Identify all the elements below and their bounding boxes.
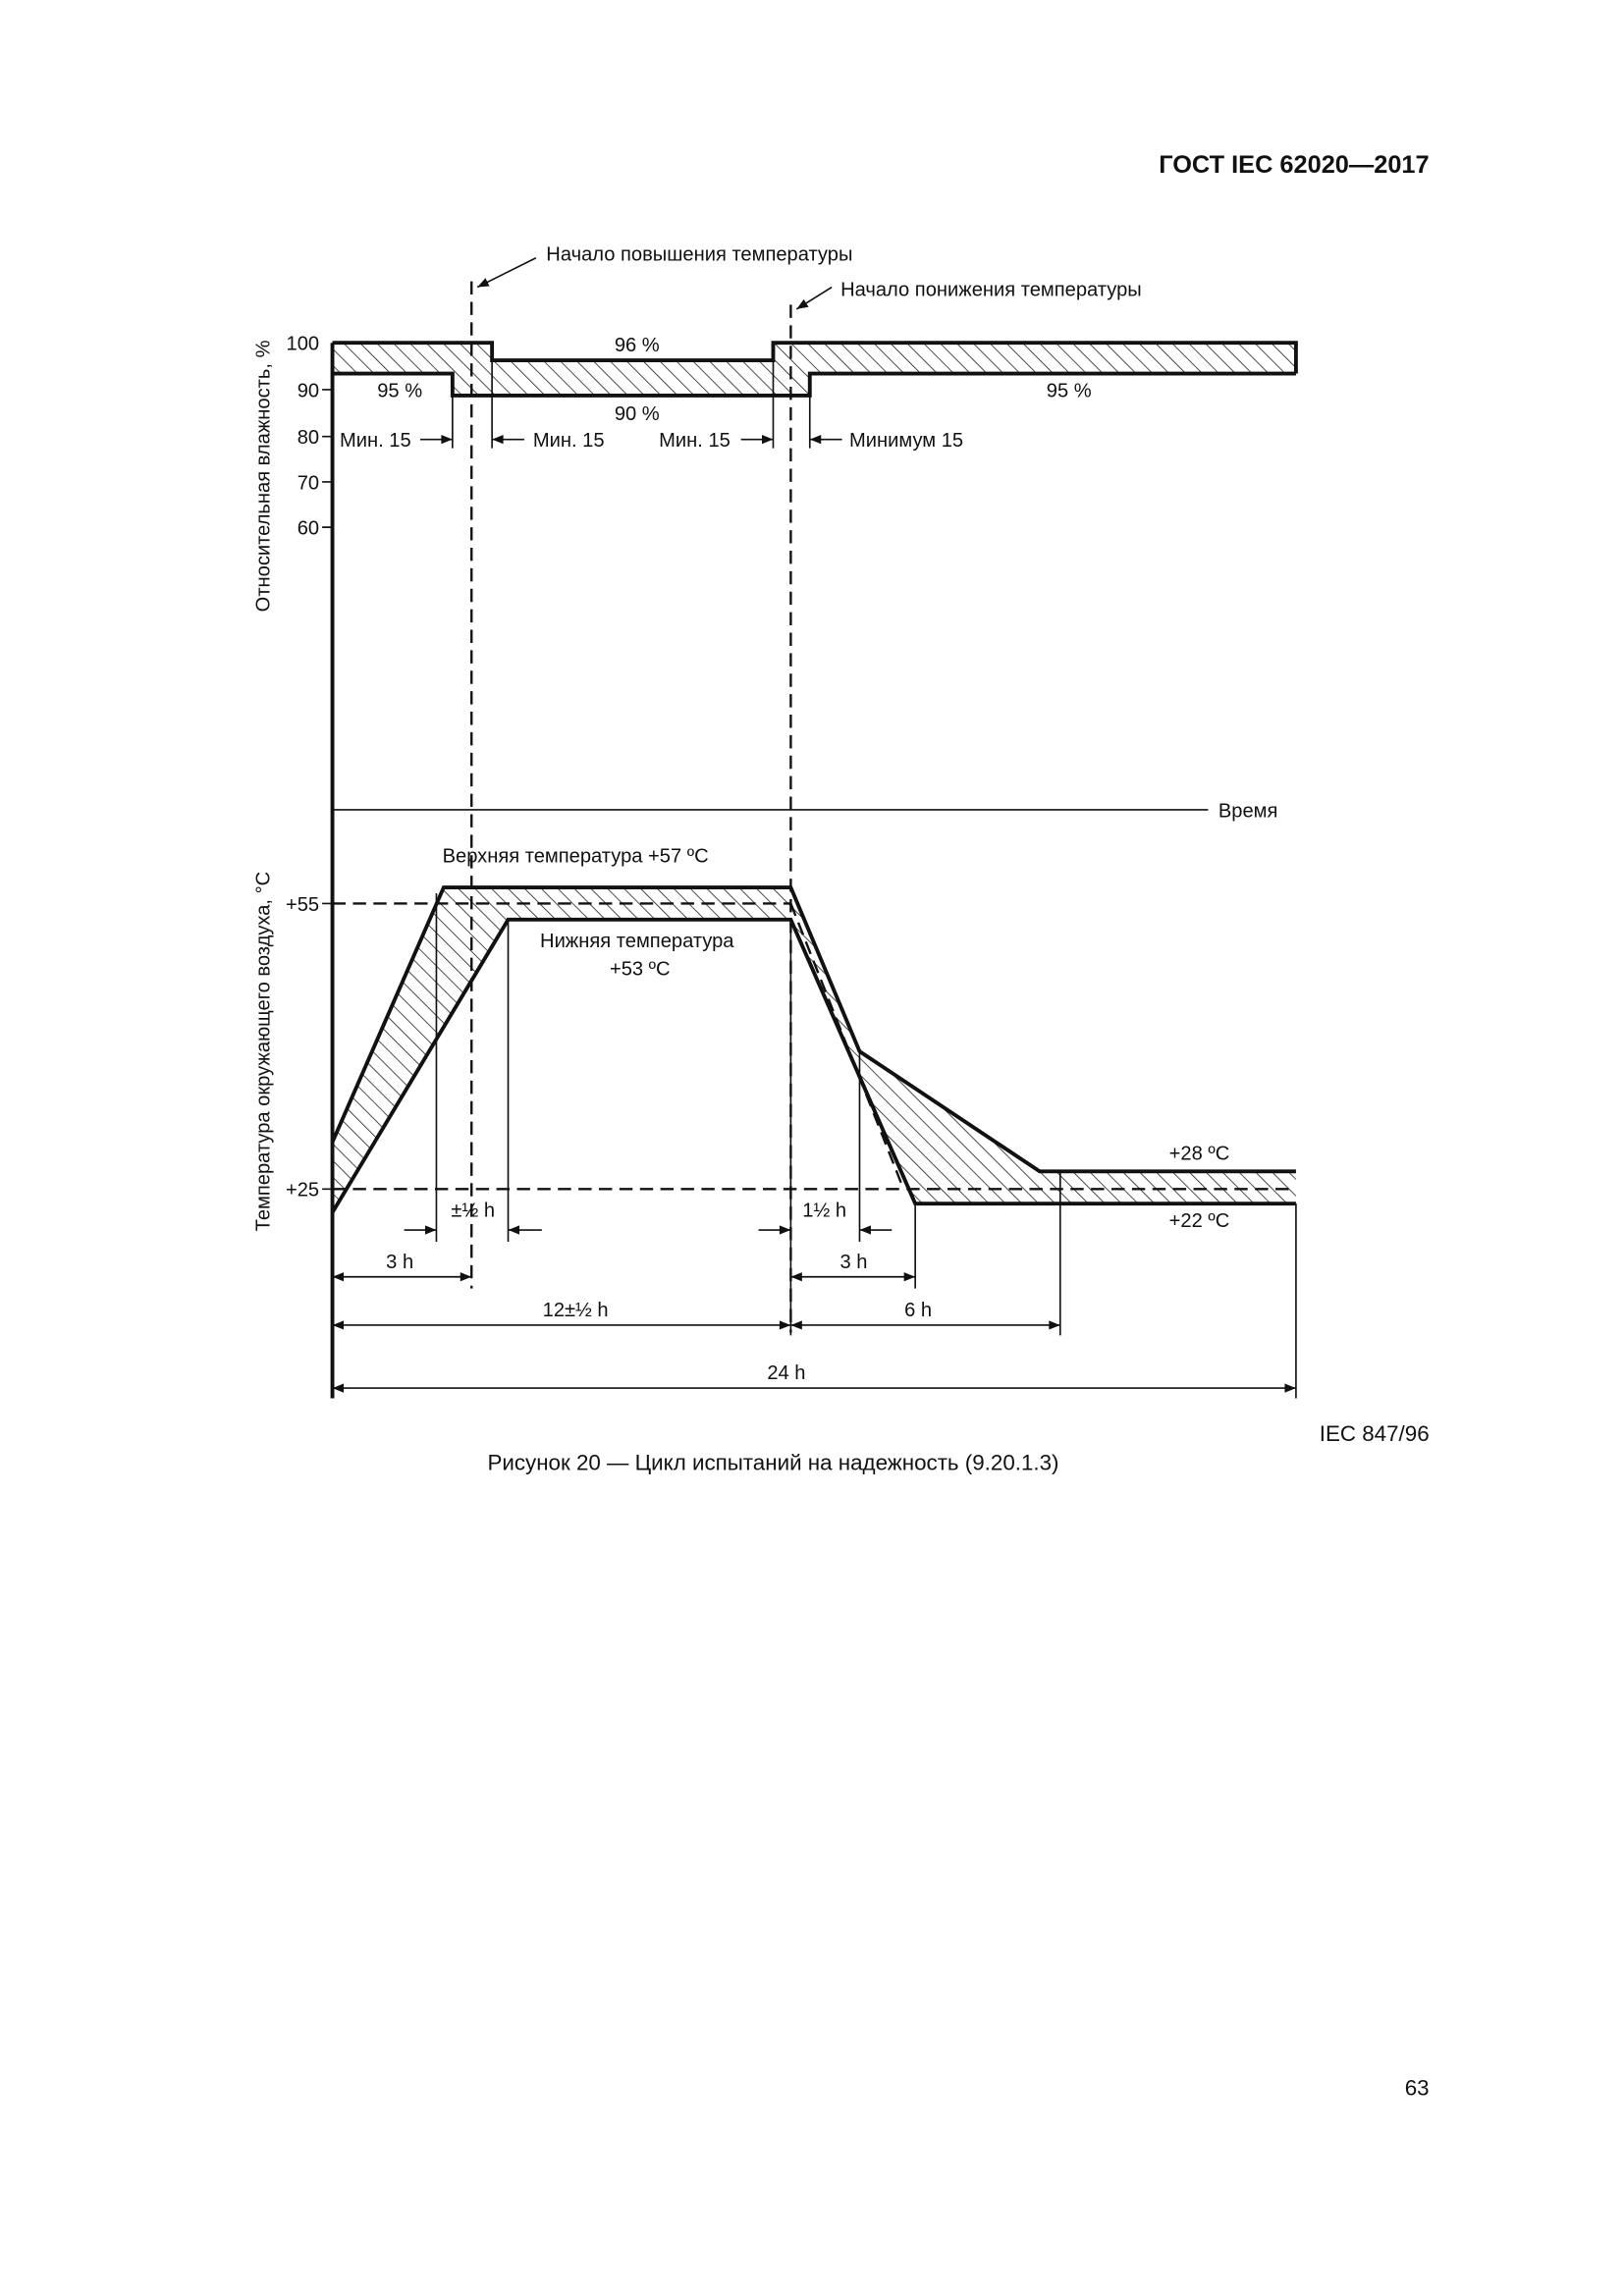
min15-label-1: Мин. 15 <box>340 430 411 453</box>
temperature-axis-label: Температура окружающего воздуха, °С <box>252 871 275 1232</box>
tick-90: 90 <box>297 380 320 402</box>
label-plus28: +28 ºС <box>1168 1143 1230 1165</box>
label-plus22: +22 ºС <box>1168 1210 1230 1233</box>
label-96: 96 % <box>614 335 660 357</box>
label-95-left: 95 % <box>377 380 423 402</box>
tick-80: 80 <box>297 427 320 450</box>
upper-temp-label: Верхняя температура +57 ºС <box>442 845 709 868</box>
time-axis-label: Время <box>1218 800 1278 823</box>
dim-12h: 12±½ h <box>542 1300 609 1322</box>
nominal-fall-line <box>790 903 903 1189</box>
figure-caption: Рисунок 20 — Цикл испытаний на надежность (9.20.1.3) <box>487 1450 1059 1475</box>
lower-temp-value: +53 ºС <box>609 958 671 981</box>
temperature-tolerance-band <box>333 887 1296 1212</box>
figure-source: IEC 847/96 <box>1319 1420 1430 1446</box>
humidity-axis-label: Относительная влажность, % <box>252 340 275 613</box>
tick-plus55: +55 <box>285 893 320 916</box>
tick-plus25: +25 <box>285 1179 320 1201</box>
document-header: ГОСТ IEC 62020—2017 <box>1159 151 1430 180</box>
humidity-tolerance-band <box>333 343 1296 396</box>
page-number: 63 <box>1404 2075 1430 2101</box>
lower-temp-label: Нижняя температура <box>540 931 734 953</box>
dim-3h-rise: 3 h <box>386 1251 414 1273</box>
rise-start-label: Начало повышения температуры <box>546 243 853 266</box>
dim-6h: 6 h <box>904 1300 933 1322</box>
dim-24h: 24 h <box>767 1362 806 1385</box>
tick-60: 60 <box>297 517 320 540</box>
min15-label-2: Мин. 15 <box>532 430 605 453</box>
min15-label-4: Минимум 15 <box>849 430 964 453</box>
dim-one-half-h: 1½ h <box>802 1200 847 1222</box>
dim-half-h: ±½ h <box>451 1200 496 1222</box>
humidity-ticks <box>287 334 333 540</box>
tick-70: 70 <box>297 472 320 495</box>
label-95-right: 95 % <box>1046 380 1092 402</box>
fall-start-label: Начало понижения температуры <box>840 279 1142 301</box>
dim-3h-fall: 3 h <box>839 1251 868 1273</box>
tick-100: 100 <box>286 333 320 355</box>
label-90: 90 % <box>614 403 660 426</box>
min15-label-3: Мин. 15 <box>659 430 731 453</box>
